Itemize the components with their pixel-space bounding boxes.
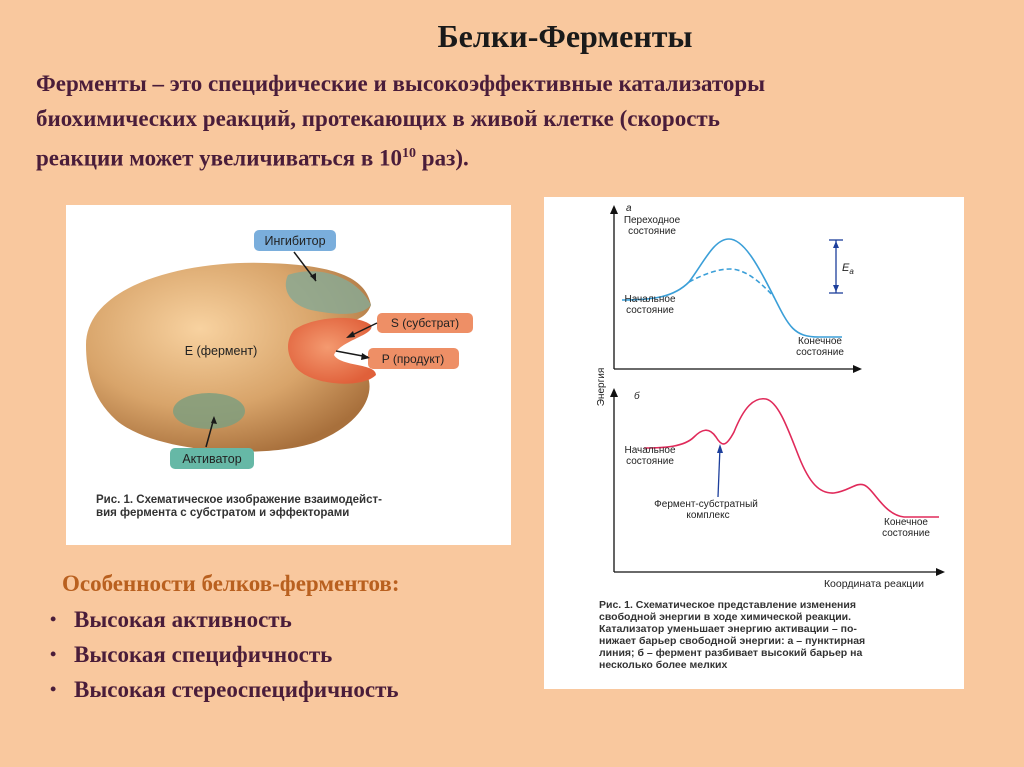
caption-line: линия; б – фермент разбивает высокий барьер на: [599, 647, 863, 659]
list-item: [50, 602, 510, 637]
page-title: Белки-Ферменты: [437, 18, 693, 54]
enzyme-figure: [66, 205, 511, 545]
complex-arrowhead: [717, 444, 723, 453]
feature-text: Высокая стереоспецифичность: [74, 677, 399, 702]
definition-line-text: реакции может увеличиваться в 10: [36, 145, 403, 171]
caption-line: свободной энергии в ходе химической реакции.: [599, 611, 852, 623]
axis-a-x-arrow: [853, 365, 862, 373]
caption-line: несколько более мелких: [599, 659, 728, 671]
product-label: P (продукт): [381, 352, 445, 366]
b-complex-label: Фермент-субстратный: [654, 499, 758, 510]
features-block: [50, 566, 510, 707]
bullet-icon: •: [50, 644, 57, 664]
axis-b-y-arrow: [610, 388, 618, 397]
caption-line: вия фермента с субстратом и эффекторами: [96, 507, 350, 519]
exponent: 10: [402, 146, 417, 161]
feature-text: Высокая специфичность: [74, 642, 333, 667]
definition-line-end: раз).: [416, 145, 469, 171]
bullet-icon: •: [50, 679, 57, 699]
enzyme-caption: [96, 494, 382, 520]
curve-a-solid: [622, 239, 842, 337]
enzyme-label: E (фермент): [184, 344, 258, 358]
axis-a-y-arrow: [610, 205, 618, 214]
a-initial-label2: состояние: [626, 305, 674, 316]
b-complex-label2: комплекс: [686, 510, 730, 521]
b-initial-label2: состояние: [626, 456, 674, 467]
list-item: [50, 672, 510, 707]
definition-line: биохимических реакций, протекающих в живой клетке (скорость: [36, 106, 720, 131]
activator-label: Активатор: [182, 452, 242, 466]
panel-a-label: a: [626, 203, 632, 214]
definition-line: [36, 136, 976, 176]
energy-diagram: [544, 197, 964, 597]
b-final-label2: состояние: [882, 528, 930, 539]
a-transition-label2: состояние: [628, 226, 676, 237]
caption-line: Катализатор уменьшает энергию активации – по-: [599, 623, 857, 635]
caption-line: Рис. 1. Схематическое представление изменения: [599, 599, 856, 611]
caption-line: Рис. 1. Схематическое изображение взаимодейст-: [96, 494, 382, 506]
complex-arrow: [718, 447, 720, 497]
y-axis-label: Энергия: [596, 367, 607, 407]
ea-label: $E_a$: [842, 262, 854, 276]
ea-arrow-down: [833, 285, 839, 292]
a-final-label2: состояние: [796, 347, 844, 358]
definition-text: [36, 66, 976, 176]
a-final-label: Конечное: [798, 336, 842, 347]
a-initial-label: Начальное: [624, 294, 676, 305]
features-heading: Особенности белков-ферментов:: [62, 571, 400, 596]
a-transition-label: Переходное: [623, 215, 681, 226]
caption-line: нижает барьер свободной энергии: а – пунктирная: [599, 635, 866, 647]
b-final-label: Конечное: [884, 517, 928, 528]
feature-text: Высокая активность: [74, 607, 292, 632]
activator-site: [173, 393, 245, 429]
list-item: [50, 637, 510, 672]
panel-b-label: б: [634, 391, 640, 402]
bullet-icon: •: [50, 609, 57, 629]
energy-caption: [599, 599, 959, 671]
energy-figure: [544, 197, 964, 689]
b-initial-label: Начальное: [624, 445, 676, 456]
features-list: [50, 602, 510, 707]
x-axis-label: Координата реакции: [823, 578, 925, 590]
definition-line: Ферменты – это специфические и высокоэффективные катализаторы: [36, 71, 766, 96]
inhibitor-label: Ингибитор: [264, 234, 326, 248]
axis-b-x-arrow: [936, 568, 945, 576]
substrate-label: S (субстрат): [390, 316, 460, 330]
ea-arrow-up: [833, 241, 839, 248]
